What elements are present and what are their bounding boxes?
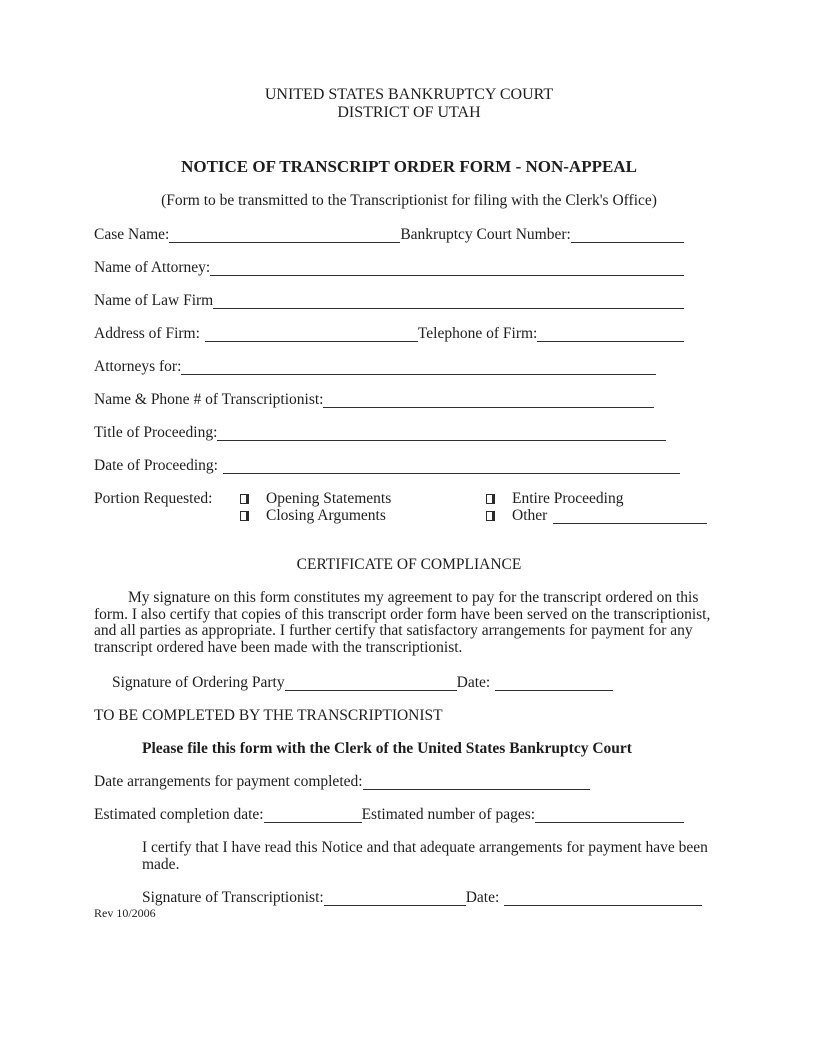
- ordering-party-date-fill-line[interactable]: [495, 674, 613, 691]
- attorneys-for-fill-line[interactable]: [181, 358, 656, 375]
- attorneys-for-label: Attorneys for:: [94, 358, 182, 375]
- payment-date-fill-line[interactable]: [363, 773, 590, 790]
- ordering-party-date-label: Date:: [456, 674, 491, 691]
- portion-requested-label: Portion Requested:: [94, 490, 213, 507]
- telephone-fill-line[interactable]: [537, 325, 684, 342]
- address-fill-line[interactable]: [205, 325, 418, 342]
- proceeding-title-label: Title of Proceeding:: [94, 424, 218, 441]
- proceeding-date-fill-line[interactable]: [223, 457, 680, 474]
- option-other: [486, 507, 707, 524]
- court-number-label: Bankruptcy Court Number:: [400, 226, 571, 243]
- law-firm-label: Name of Law Firm: [94, 292, 214, 309]
- address-label: Address of Firm:: [94, 325, 200, 342]
- option-entire-proceeding: [486, 490, 707, 507]
- transcriptionist-section-heading: TO BE COMPLETED BY THE TRANSCRIPTIONIST: [94, 707, 443, 724]
- transcriptionist-signature-label: Signature of Transcriptionist:: [142, 889, 324, 906]
- transcriptionist-signature-row: [142, 889, 702, 906]
- payment-date-label: Date arrangements for payment completed:: [94, 773, 363, 790]
- estimates-row: [94, 806, 684, 823]
- attorney-fill-line[interactable]: [210, 259, 684, 276]
- attorneys-for-row: [94, 358, 656, 375]
- telephone-label: Telephone of Firm:: [417, 325, 538, 342]
- other-label: Other: [512, 507, 548, 524]
- other-fill-line[interactable]: [553, 507, 707, 524]
- proceeding-date-row: [94, 457, 680, 474]
- attorney-label: Name of Attorney:: [94, 259, 211, 276]
- case-name-label: Case Name:: [94, 226, 170, 243]
- transcriptionist-row: [94, 391, 654, 408]
- proceeding-title-row: [94, 424, 666, 441]
- portion-options: [240, 490, 707, 524]
- case-name-fill-line[interactable]: [169, 226, 400, 243]
- option-closing-arguments: [240, 507, 486, 524]
- ordering-party-signature-fill-line[interactable]: [285, 674, 457, 691]
- closing-arguments-label: Closing Arguments: [266, 507, 386, 524]
- form-subtitle: (Form to be transmitted to the Transcriptionist for filing with the Clerk's Office): [161, 192, 657, 209]
- pages-fill-line[interactable]: [535, 806, 684, 823]
- law-firm-fill-line[interactable]: [213, 292, 684, 309]
- court-name: UNITED STATES BANKRUPTCY COURT: [264, 86, 554, 103]
- attorney-row: [94, 259, 684, 276]
- transcriptionist-fill-line[interactable]: [323, 391, 654, 408]
- checkbox-closing-arguments-icon[interactable]: [240, 511, 249, 521]
- ordering-party-signature-label: Signature of Ordering Party: [112, 674, 285, 691]
- transcriptionist-date-fill-line[interactable]: [504, 889, 702, 906]
- transcriptionist-label: Name & Phone # of Transcriptionist:: [94, 391, 324, 408]
- court-district: DISTRICT OF UTAH: [337, 104, 481, 121]
- certificate-body: My signature on this form constitutes my agreement to pay for the transcript ordered on this form. I also certify that copies of this transcript order form have been served on the transcriptionist, and all parties as appropriate. I further certify that satisfactory arrangements for payment for any transcript ordered have been made with the transcriptionist.: [94, 589, 711, 656]
- payment-date-row: [94, 773, 684, 790]
- entire-proceeding-label: Entire Proceeding: [512, 490, 624, 507]
- checkbox-entire-proceeding-icon[interactable]: [486, 494, 495, 504]
- law-firm-row: [94, 292, 684, 309]
- proceeding-title-fill-line[interactable]: [217, 424, 666, 441]
- transcriptionist-signature-fill-line[interactable]: [324, 889, 466, 906]
- form-title: NOTICE OF TRANSCRIPT ORDER FORM - NON-APPEAL: [181, 157, 637, 176]
- certificate-heading: CERTIFICATE OF COMPLIANCE: [296, 556, 522, 573]
- opening-statements-label: Opening Statements: [266, 490, 392, 507]
- address-row: [94, 325, 684, 342]
- checkbox-opening-statements-icon[interactable]: [240, 494, 249, 504]
- court-number-fill-line[interactable]: [571, 226, 684, 243]
- transcriptionist-date-label: Date:: [465, 889, 500, 906]
- case-name-row: [94, 226, 684, 243]
- revision-note: Rev 10/2006: [94, 906, 156, 920]
- file-with-clerk-instruction: Please file this form with the Clerk of the United States Bankruptcy Court: [142, 740, 632, 757]
- portion-requested-section: [94, 490, 707, 524]
- checkbox-other-icon[interactable]: [486, 511, 495, 521]
- completion-date-label: Estimated completion date:: [94, 806, 264, 823]
- option-opening-statements: [240, 490, 486, 507]
- ordering-party-signature-row: [112, 674, 724, 691]
- completion-date-fill-line[interactable]: [264, 806, 362, 823]
- pages-label: Estimated number of pages:: [361, 806, 536, 823]
- proceeding-date-label: Date of Proceeding:: [94, 457, 218, 474]
- transcriptionist-certify-text: I certify that I have read this Notice and that adequate arrangements for payment have been made.: [142, 839, 708, 873]
